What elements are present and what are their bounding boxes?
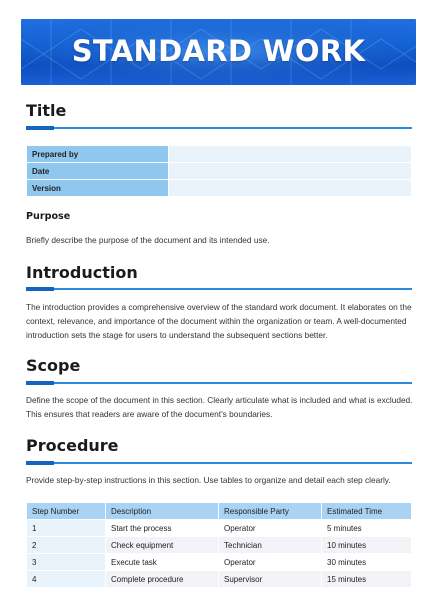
description-cell: Execute task	[106, 554, 219, 571]
table-row	[27, 571, 412, 588]
table-row	[27, 520, 412, 537]
section-rule	[26, 127, 412, 129]
info-label: Prepared by	[27, 146, 169, 163]
section-heading-introduction: Introduction	[26, 263, 138, 282]
header-banner	[21, 19, 416, 85]
responsible-party-cell: Supervisor	[219, 571, 322, 588]
section-heading-title: Title	[26, 101, 67, 120]
version-field[interactable]	[169, 180, 412, 197]
step-number-cell: 2	[27, 537, 106, 554]
info-label: Date	[27, 163, 169, 180]
column-header: Step Number	[27, 503, 106, 520]
responsible-party-cell: Operator	[219, 520, 322, 537]
estimated-time-cell: 5 minutes	[322, 520, 412, 537]
table-header-row	[27, 503, 412, 520]
section-heading-scope: Scope	[26, 356, 81, 375]
date-field[interactable]	[169, 163, 412, 180]
section-heading-procedure: Procedure	[26, 436, 119, 455]
description-cell: Start the process	[106, 520, 219, 537]
estimated-time-cell: 10 minutes	[322, 537, 412, 554]
section-rule	[26, 288, 412, 290]
section-rule	[26, 382, 412, 384]
table-row	[27, 537, 412, 554]
estimated-time-cell: 15 minutes	[322, 571, 412, 588]
scope-text: Define the scope of the document in this section. Clearly articulate what is included and what is excluded. This ensures that readers are aware of the document's boundaries.	[26, 395, 413, 419]
document-info-table	[26, 145, 412, 197]
description-cell: Complete procedure	[106, 571, 219, 588]
table-row	[27, 554, 412, 571]
section-rule	[26, 462, 412, 464]
purpose-text: Briefly describe the purpose of the document and its intended use.	[26, 235, 270, 245]
column-header: Estimated Time	[322, 503, 412, 520]
step-number-cell: 1	[27, 520, 106, 537]
estimated-time-cell: 30 minutes	[322, 554, 412, 571]
info-row	[27, 163, 412, 180]
info-row	[27, 146, 412, 163]
step-number-cell: 3	[27, 554, 106, 571]
step-number-cell: 4	[27, 571, 106, 588]
introduction-text: The introduction provides a comprehensive overview of the standard work document. It elaborates on the context, relevance, and importance of the document within the organization or team. A well-documented introduction sets the stage for users to understand the subsequent sections better.	[26, 302, 412, 340]
column-header: Responsible Party	[219, 503, 322, 520]
responsible-party-cell: Operator	[219, 554, 322, 571]
prepared-by-field[interactable]	[169, 146, 412, 163]
responsible-party-cell: Technician	[219, 537, 322, 554]
description-cell: Check equipment	[106, 537, 219, 554]
procedure-text: Provide step-by-step instructions in this section. Use tables to organize and detail each step clearly.	[26, 475, 391, 485]
purpose-heading: Purpose	[26, 211, 71, 222]
procedure-table	[26, 502, 412, 588]
document-title: STANDARD WORK	[71, 34, 366, 68]
info-label: Version	[27, 180, 169, 197]
column-header: Description	[106, 503, 219, 520]
info-row	[27, 180, 412, 197]
